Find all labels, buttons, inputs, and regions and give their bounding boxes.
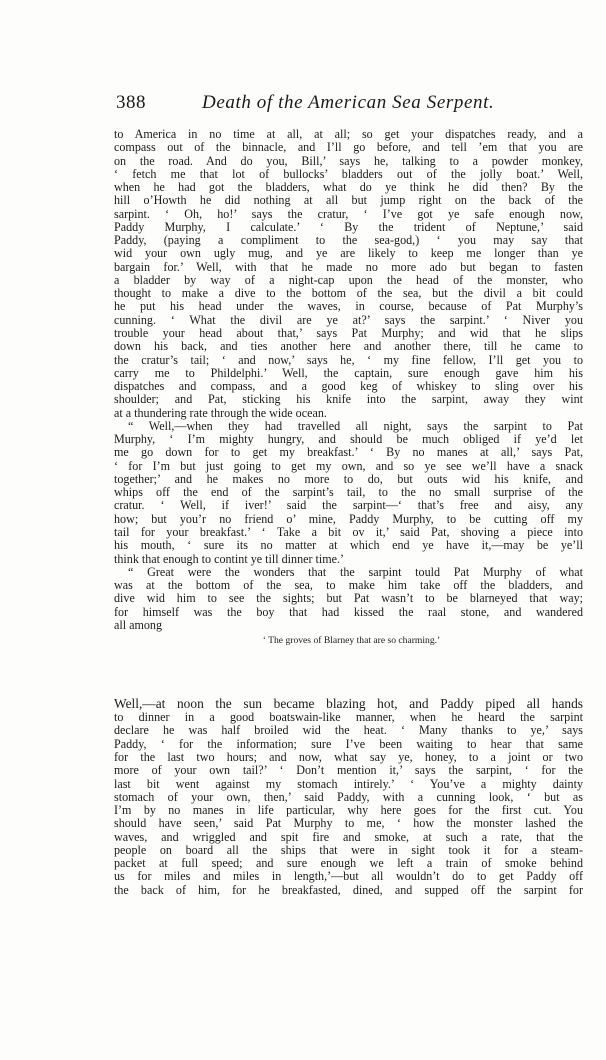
text-line: Paddy, ‘ for the information; sure I’ve been waiting to hear that same [114, 736, 583, 751]
running-title: Death of the American Sea Serpent. [202, 92, 495, 113]
text-line: cunning. ‘ What the divil are ye at?’ says the sarpint.’ ‘ Niver you [114, 312, 583, 327]
text-line: down his back, and ties another here and another there, till he came to [114, 339, 583, 354]
text-line: Paddy Murphy, I calculate.’ ‘ By the trident of Neptune,’ said [114, 219, 583, 234]
text-line: when he had got the bladders, what do ye think he did then? By the [114, 180, 583, 195]
text-line: on the road. And do you, Bill,’ says he, talking to a powder monkey, [114, 153, 583, 168]
text-line: bargain for.’ Well, with that he made no more ado but began to fasten [114, 259, 583, 274]
text-line: the back of him, for he breakfasted, dined, and supped off the sarpint for [114, 882, 583, 897]
text-line: to America in no time at all, at all; so get your dispatches ready, and a [114, 127, 583, 141]
text-block-2 [114, 697, 583, 897]
text-line: “ Well,—when they had travelled all night, says the sarpint to Pat [128, 418, 583, 433]
text-line: stomach of your own, then,’ said Paddy, with a cunning look, ‘ but as [114, 789, 583, 804]
text-line: the cratur’s tail; ‘ and now,’ says he, ‘ my fine fellow, I’ll get you to [114, 352, 583, 367]
text-line: at a thundering rate through the wide ocean. [114, 405, 327, 420]
text-line: all among [114, 617, 163, 632]
text-line: Paddy, (paying a compliment to the sea-god,) ‘ you may say that [114, 233, 583, 248]
verse-quote: ‘ The groves of Blarney that are so charming.’ [262, 635, 441, 647]
text-block-1 [114, 128, 583, 648]
text-line: think that enough to contint ye till dinner time.’ [114, 551, 345, 566]
text-line: thought to make a dive to the bottom of the sea, but the divil a bit could [114, 286, 583, 301]
text-line: waves, and wriggled and spit fire and smoke, at such a rate, that the [114, 829, 583, 844]
text-line: shoulder; and Pat, sticking his knife into the sarpint, away they wint [114, 392, 583, 407]
text-line: Well,—at noon the sun became blazing hot, and Paddy piped all hands [114, 696, 583, 711]
text-line: should have seen,’ said Pat Murphy to me, ‘ how the monster lashed the [114, 816, 583, 831]
text-line: was at the bottom of the sea, to make him take off the bladders, and [114, 578, 583, 593]
text-line: he put his head under the waves, in course, because of Pat Murphy’s [114, 299, 583, 314]
text-line: ‘ for I’m but just going to get my own, and so ye see we’ll have a snack [114, 458, 583, 473]
text-line: “ Great were the wonders that the sarpint tould Pat Murphy of what [128, 564, 583, 579]
text-line: his mouth, ‘ sure its no matter at which end ye have it,—may be ye’ll [114, 538, 583, 553]
text-line: dive wid him to see the sights; but Pat wasn’t to be blarneyed that way; [114, 591, 583, 606]
page-number: 388 [116, 92, 146, 113]
text-line: more of your own tail?’ ‘ Don’t mention it,’ says the sarpint, ‘ for the [114, 763, 583, 778]
text-line: packet at full speed; and sure enough we left a train of smoke behind [114, 856, 583, 871]
page-header [116, 92, 586, 122]
text-line: me go down for to get my breakfast.’ ‘ By no manes at all,’ says Pat, [114, 445, 583, 460]
text-line: sarpint. ‘ Oh, ho!’ says the cratur, ‘ I’ve got ye safe enough now, [114, 206, 583, 221]
text-line: declare he was half broiled wid the heat. ‘ Many thanks to ye,’ says [114, 723, 583, 738]
text-line: cratur. ‘ Well, if iver!’ said the sarpint—‘ that’s free and aisy, any [114, 498, 583, 513]
text-line: hill o’Howth he did nothing at all but jump right on the back of the [114, 193, 583, 208]
text-line: people on board all the ships that were in sight took it for a steam- [114, 842, 583, 857]
text-line: Murphy, ‘ I’m mighty hungry, and should be much obliged if ye’d let [114, 432, 583, 447]
text-line: carry me to Phildelphi.’ Well, the captain, sure enough gave him his [114, 365, 583, 380]
text-line: for himself was the boy that had kissed the raal stone, and wandered [114, 604, 583, 619]
text-line: whips off the end of the sarpint’s tail, to the no small surprise of the [114, 485, 583, 500]
text-line: a bladder by way of a night-cap upon the head of the monster, who [114, 272, 583, 287]
text-line: wid your own ugly mug, and ye are likely to keep me longer than ye [114, 246, 583, 261]
text-line: ‘ fetch me that lot of bullocks’ bladders out of the jolly boat.’ Well, [114, 166, 583, 181]
text-line: for the last two hours; and now, what say ye, honey, to a joint or two [114, 749, 583, 764]
text-line: together;’ and he makes no more to do, but outs wid his knife, and [114, 471, 583, 486]
text-line: us for miles and miles in length,’—but all wouldn’t do to get Paddy off [114, 869, 583, 884]
text-line: how; but you’r no friend o’ mine, Paddy Murphy, to be cutting off my [114, 511, 583, 526]
text-line: dispatches and compass, and a good keg of whiskey to sling over his [114, 379, 583, 394]
text-line: tail for your breakfast.’ ‘ Take a bit ov it,’ said Pat, shoving a piece into [114, 524, 583, 539]
text-line: trouble your head about that,’ says Pat Murphy; and wid that he slips [114, 325, 583, 340]
text-line: I’m by no manes in life particular, why here goes for the first cut. You [114, 803, 583, 818]
text-line: compass out of the binnacle, and I’ll go before, and tell ’em that you are [114, 140, 583, 155]
text-line: last bit went against my stomach intirely.’ ‘ You’ve a mighty dainty [114, 776, 583, 791]
text-line: to dinner in a good boatswain-like manner, when he heard the sarpint [114, 710, 583, 725]
